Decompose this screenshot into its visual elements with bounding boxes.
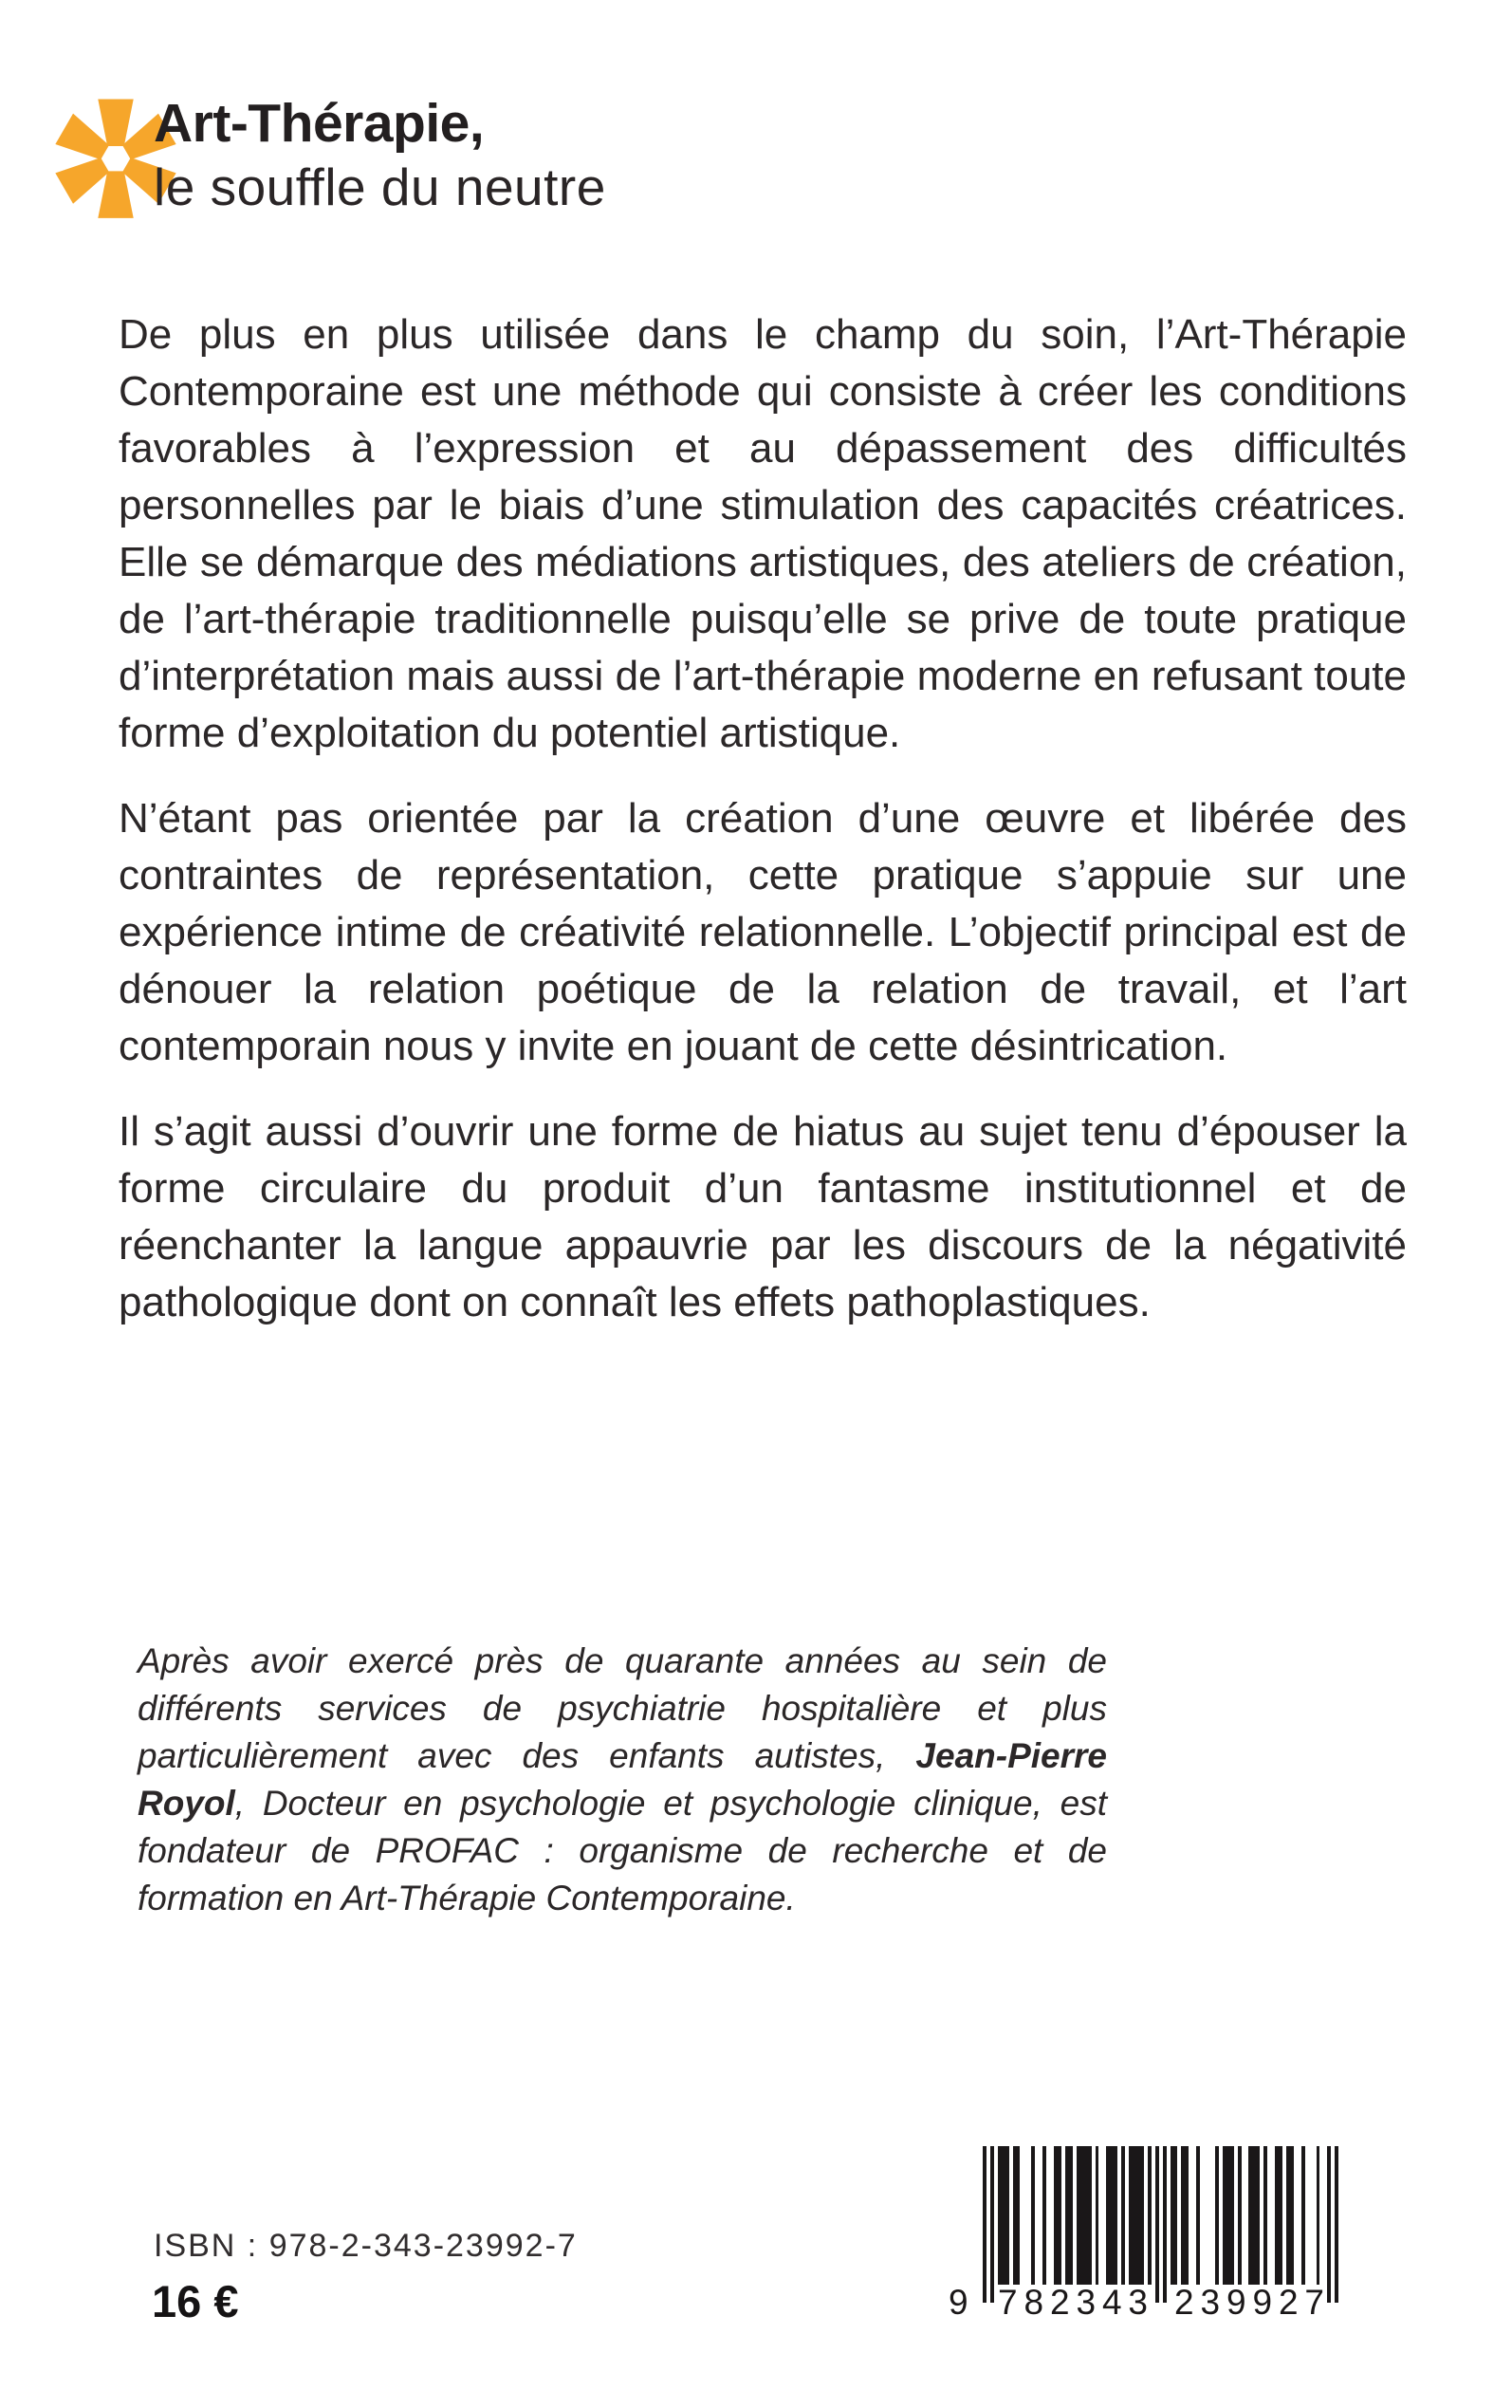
author-bio [138,1638,1107,1922]
barcode-first-digit: 9 [949,2283,968,2322]
barcode [949,2146,1347,2336]
body-paragraph: N’étant pas orientée par la création d’une œuvre et libérée des contraintes de représentation, cette pratique s’appuie sur une expérience intime de créativité relationnelle. L’objectif principal est de dénouer la relation poétique de la relation de travail, et l’art contemporain nous y invite en jouant de cette désintrication. [119,795,1407,1069]
isbn-label: ISBN : 978-2-343-23992-7 [154,2228,578,2264]
bio-text-before: Après avoir exercé près de quarante années au sein de différents services de psychiatrie hospitalière et plus particulièrement avec des enfants autistes, [138,1641,1107,1775]
barcode-left-digits: 7 8 2 3 4 3 [998,2283,1148,2322]
body-paragraph: Il s’agit aussi d’ouvrir une forme de hiatus au sujet tenu d’épouser la forme circulaire du produit d’un fantasme institutionnel et de réenchanter la langue appauvrie par les discours de la négativité pathologique dont on connaît les effets pathoplastiques. [119,1108,1407,1325]
book-title: Art-Thérapie, [154,93,485,154]
author-name: Jean-Pierre Royol [138,1736,1107,1823]
bio-text-after: , Docteur en psychologie et psychologie clinique, est fondateur de PROFAC : organisme de recherche et de formation en Art-Thérapie Contemporaine. [138,1784,1107,1917]
body-paragraph: De plus en plus utilisée dans le champ du soin, l’Art-Thérapie Contemporaine est une méthode qui consiste à créer les conditions favorables à l’expression et au dépassement des difficultés personnelles par le biais d’une stimulation des capacités créatrices. Elle se démarque des médiations artistiques, des ateliers de création, de l’art-thérapie traditionnelle puisqu’elle se prive de toute pratique d’interprétation mais aussi de l’art-thérapie moderne en refusant toute forme d’exploitation du potentiel artistique. [119,311,1407,756]
back-cover-text [119,306,1407,1360]
price-label: 16 € [152,2276,239,2326]
book-subtitle: le souffle du neutre [154,157,606,216]
barcode-right-digits: 2 3 9 9 2 7 [1174,2283,1324,2322]
title-block [154,91,1007,218]
